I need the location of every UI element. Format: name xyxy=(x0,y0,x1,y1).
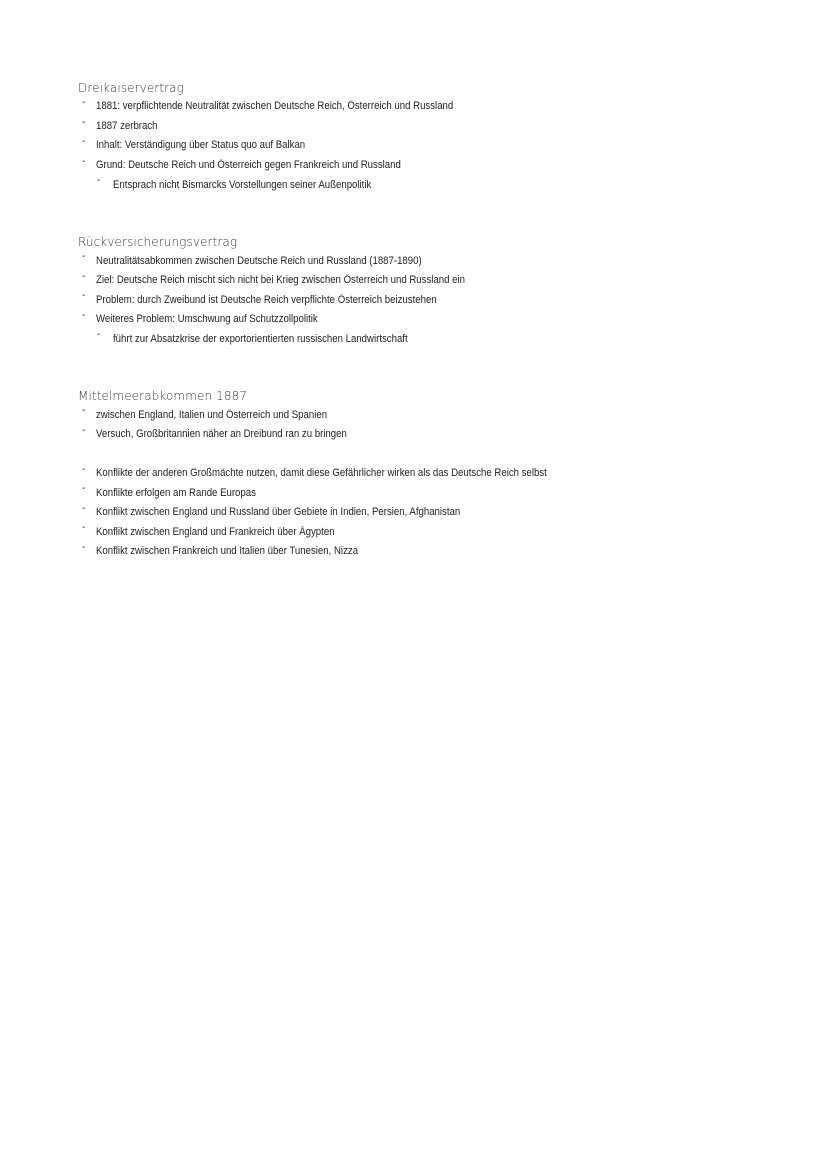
bullet-icon: - xyxy=(82,310,86,321)
bullet-icon: - xyxy=(82,136,86,147)
bullet-icon: - xyxy=(82,405,86,416)
list-item: Versuch, Großbritannien näher an Dreibund ran zu bringen xyxy=(96,428,347,440)
list-item: Weiteres Problem: Umschwung auf Schutzzollpolitik xyxy=(96,313,318,325)
bullet-icon: - xyxy=(82,117,86,128)
list-item: 1881: verpflichtende Neutralität zwischen Deutsche Reich, Österreich und Russland xyxy=(96,100,454,112)
bullet-icon: - xyxy=(82,503,86,514)
bullet-icon: - xyxy=(82,271,86,282)
sub-list-item: führt zur Absatzkrise der exportorientierten russischen Landwirtschaft xyxy=(113,333,408,345)
bullet-icon: - xyxy=(82,425,86,436)
bullet-icon: - xyxy=(82,542,86,553)
list-item: Grund: Deutsche Reich und Österreich gegen Frankreich und Russland xyxy=(96,159,401,171)
sub-bullet-icon: - xyxy=(97,175,101,186)
bullet-icon: - xyxy=(82,464,86,475)
bullet-icon: - xyxy=(82,251,86,262)
bullet-icon: - xyxy=(82,290,86,301)
sub-list-item: Entsprach nicht Bismarcks Vorstellungen seiner Außenpolitik xyxy=(113,179,372,191)
section-heading-dreikaiservertrag: Dreikaiservertrag xyxy=(74,80,192,96)
list-item: Inhalt: Verständigung über Status quo auf Balkan xyxy=(96,139,306,151)
list-item: Konflikt zwischen England und Russland über Gebiete in Indien, Persien, Afghanistan xyxy=(96,506,461,518)
bullet-icon: - xyxy=(82,156,86,167)
bullet-icon: - xyxy=(82,483,86,494)
list-item: 1887 zerbrach xyxy=(96,120,158,132)
section-heading-rueckversicherungsvertrag: Rückversicherungsvertrag xyxy=(74,234,245,250)
list-item: Konflikt zwischen Frankreich und Italien über Tunesien, Nizza xyxy=(96,545,359,557)
list-item: Problem: durch Zweibund ist Deutsche Reich verpflichte Österreich beizustehen xyxy=(96,294,437,306)
list-item: Konflikte der anderen Großmächte nutzen, damit diese Gefährlicher wirken als das Deutsche Reich selbst xyxy=(96,467,547,479)
bullet-icon: - xyxy=(82,97,86,108)
list-item: Neutralitätsabkommen zwischen Deutsche Reich und Russland (1887-1890) xyxy=(96,255,422,267)
list-item: Konflikte erfolgen am Rande Europas xyxy=(96,487,256,499)
section-heading-mittelmeerabkommen: Mittelmeerabkommen 1887 xyxy=(74,388,255,404)
list-item: zwischen England, Italien und Österreich und Spanien xyxy=(96,409,328,421)
list-item: Konflikt zwischen England und Frankreich über Ägypten xyxy=(96,526,335,538)
sub-bullet-icon: - xyxy=(97,329,101,340)
bullet-icon: - xyxy=(82,522,86,533)
list-item: Ziel: Deutsche Reich mischt sich nicht bei Krieg zwischen Österreich und Russland ein xyxy=(96,274,465,286)
